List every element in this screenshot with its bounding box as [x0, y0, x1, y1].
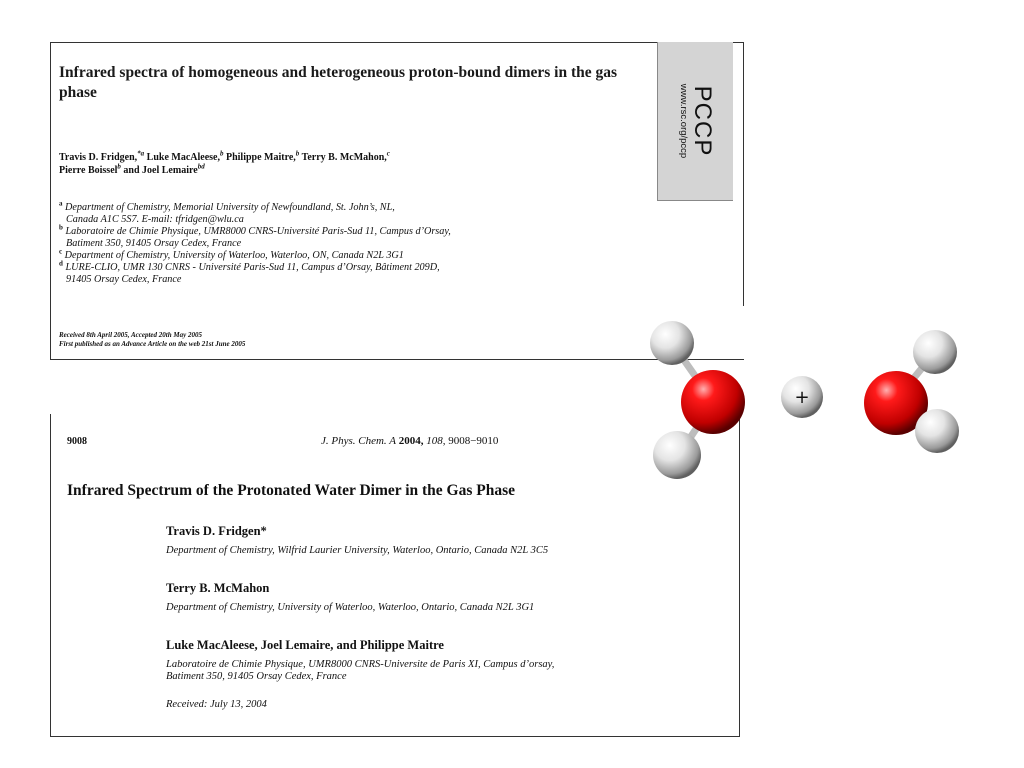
author-name: Terry B. McMahon,	[299, 152, 387, 163]
affiliation-c	[59, 247, 679, 262]
affiliation-text: LURE-CLIO, UMR 130 CNRS - Université Paris-Sud 11, Campus d’Orsay, Bâtiment 209D,	[65, 262, 440, 273]
author-name: Luke MacAleese,	[144, 152, 220, 163]
author-block	[166, 638, 736, 683]
journal-volume: 108,	[426, 435, 446, 447]
department-line: Batiment 350, 91405 Orsay Cedex, France	[166, 671, 347, 682]
received-accepted: Received 8th April 2005, Accepted 20th May 2005	[59, 331, 202, 339]
author-sup: c	[386, 149, 390, 158]
paper1-title: Infrared spectra of homogeneous and heterogeneous proton-bound dimers in the gas phase	[59, 64, 618, 101]
journal-tab-text	[677, 84, 715, 158]
charge-symbol: +	[794, 387, 810, 408]
card2-right-border	[739, 470, 740, 737]
author-sup: bd	[197, 162, 205, 171]
author-department: Department of Chemistry, Wilfrid Laurier University, Waterloo, Ontario, Canada N2L 3C5	[166, 545, 549, 556]
author-name: Pierre Boissel	[59, 165, 118, 176]
hydrogen-atom	[915, 409, 959, 453]
paper1-authors-line1	[59, 151, 639, 164]
journal-name: PCCP	[688, 85, 716, 157]
paper1-authors	[59, 151, 639, 177]
author-sup: *a	[137, 149, 145, 158]
hydrogen-atom	[653, 431, 701, 479]
author-names: Luke MacAleese, Joel Lemaire, and Philippe Maitre	[166, 638, 444, 652]
affiliation-a	[59, 199, 679, 214]
affiliation-d	[59, 259, 679, 274]
affiliation-d-cont: 91405 Orsay Cedex, France	[66, 274, 182, 285]
journal-citation	[321, 435, 498, 447]
hydrogen-atom	[650, 321, 694, 365]
author-names: Travis D. Fridgen*	[166, 524, 267, 538]
affiliation-sup: b	[59, 223, 63, 232]
department-line: Laboratoire de Chimie Physique, UMR8000 CNRS-Universite de Paris XI, Campus d’orsay,	[166, 659, 555, 670]
affiliation-a-cont: Canada A1C 5S7. E-mail: tfridgen@wlu.ca	[66, 214, 244, 225]
journal-pages: 9008−9010	[448, 435, 499, 447]
page-number: 9008	[67, 436, 87, 447]
author-names: Terry B. McMahon	[166, 581, 270, 595]
affiliation-b-cont: Batiment 350, 91405 Orsay Cedex, France	[66, 238, 242, 249]
journal-url: www.rsc.org/pccp	[677, 83, 689, 159]
paper2-header-card	[50, 414, 740, 737]
affiliation-text: Department of Chemistry, Memorial University of Newfoundland, St. John’s, NL,	[65, 202, 395, 213]
card1-right-border	[743, 42, 744, 306]
journal-year: 2004,	[398, 435, 424, 447]
protonated-water-dimer-illustration	[640, 305, 970, 480]
paper2-received: Received: July 13, 2004	[166, 699, 267, 710]
author-sup: b	[219, 149, 224, 158]
affiliation-sup: a	[59, 199, 63, 208]
author-name: and Joel Lemaire	[120, 165, 198, 176]
affiliation-b	[59, 223, 679, 238]
author-block	[166, 524, 736, 557]
oxygen-atom	[681, 370, 745, 434]
paper1-authors-line2	[59, 164, 639, 177]
author-sup: b	[295, 149, 300, 158]
author-block	[166, 581, 736, 614]
hydrogen-atom	[913, 330, 957, 374]
author-sup: b	[117, 162, 121, 171]
paper1-affiliations	[59, 199, 679, 286]
affiliation-sup: d	[59, 259, 63, 268]
paper1-dates	[59, 331, 245, 349]
author-name: Philippe Maitre,	[223, 152, 296, 163]
author-department: Department of Chemistry, University of Waterloo, Waterloo, Ontario, Canada N2L 3G1	[166, 602, 535, 613]
author-department	[166, 659, 736, 683]
pccp-journal-tab	[657, 42, 733, 201]
affiliation-sup: c	[59, 247, 63, 256]
affiliation-text: Laboratoire de Chimie Physique, UMR8000 CNRS-Université Paris-Sud 11, Campus d’Orsay,	[65, 226, 451, 237]
author-name: Travis D. Fridgen,	[59, 152, 138, 163]
first-published: First published as an Advance Article on the web 21st June 2005	[59, 340, 246, 348]
paper2-title: Infrared Spectrum of the Protonated Water Dimer in the Gas Phase	[67, 482, 516, 499]
affiliation-text: Department of Chemistry, University of Waterloo, Waterloo, ON, Canada N2L 3G1	[64, 250, 404, 261]
journal-name: J. Phys. Chem. A	[321, 435, 396, 447]
